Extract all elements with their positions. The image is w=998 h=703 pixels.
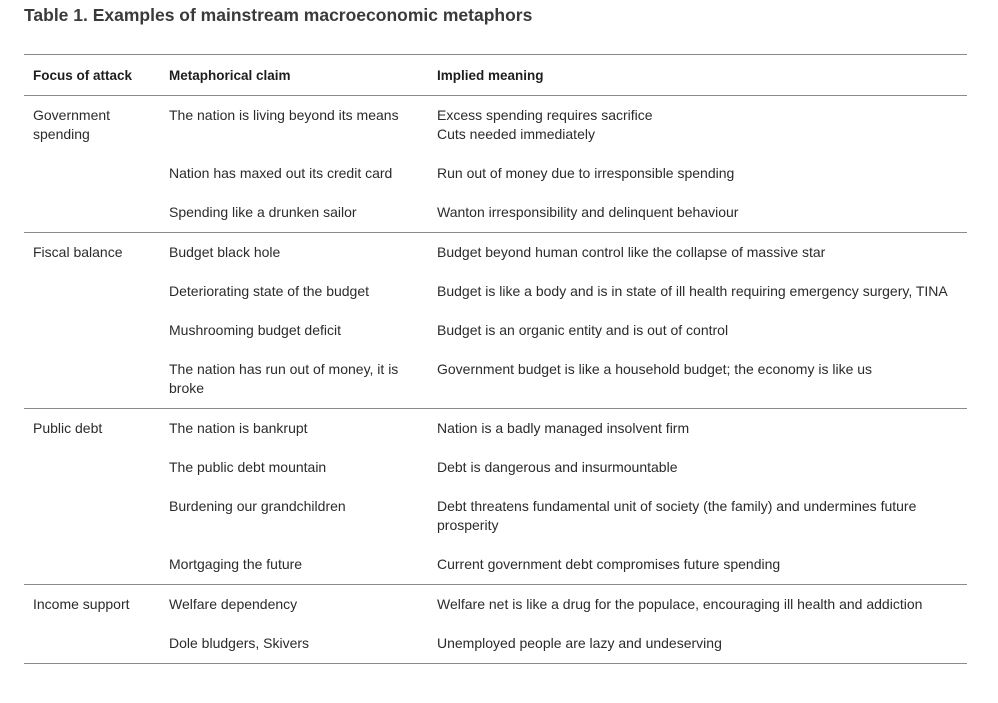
metaphorical-claim-cell: The nation is bankrupt <box>169 420 308 436</box>
focus-of-attack-cell: Income support <box>33 596 130 612</box>
metaphorical-claim-cell: Dole bludgers, Skivers <box>169 635 310 651</box>
table-row <box>169 595 967 614</box>
implied-meaning-cell <box>437 243 967 262</box>
table-row <box>169 243 967 262</box>
focus-of-attack-cell: Public debt <box>33 420 103 436</box>
table-row <box>169 360 967 398</box>
implied-meaning-line: Debt threatens fundamental unit of society (the family) and undermines future prosperity <box>437 498 917 533</box>
metaphorical-claim-cell: Nation has maxed out its credit card <box>169 165 393 181</box>
metaphorical-claim-cell: Welfare dependency <box>169 596 298 612</box>
implied-meaning-cell <box>437 634 967 653</box>
table-row <box>169 164 967 183</box>
header-implied-meaning: Implied meaning <box>437 67 544 83</box>
table-row <box>169 634 967 653</box>
implied-meaning-cell <box>437 360 967 398</box>
metaphorical-claim-cell: Mortgaging the future <box>169 556 303 572</box>
focus-of-attack-cell: Government spending <box>33 107 111 142</box>
implied-meaning-line: Nation is a badly managed insolvent firm <box>437 420 690 436</box>
table-header-row <box>24 55 967 96</box>
implied-meaning-line: Wanton irresponsibility and delinquent behaviour <box>437 204 739 220</box>
implied-meaning-cell <box>437 497 967 535</box>
metaphorical-claim-cell: Budget black hole <box>169 244 281 260</box>
metaphorical-claim-cell: Mushrooming budget deficit <box>169 322 341 338</box>
metaphorical-claim-cell: The nation has run out of money, it is broke <box>169 361 399 396</box>
table-row <box>169 106 967 144</box>
implied-meaning-cell <box>437 458 967 477</box>
table-row-group <box>24 96 967 233</box>
implied-meaning-line: Debt is dangerous and insurmountable <box>437 459 678 475</box>
table-title: Table 1. Examples of mainstream macroeconomic metaphors <box>24 5 533 25</box>
header-metaphorical-claim: Metaphorical claim <box>169 67 291 83</box>
implied-meaning-line: Budget is like a body and is in state of ill health requiring emergency surgery, TINA <box>437 283 948 299</box>
implied-meaning-line: Excess spending requires sacrifice <box>437 107 653 123</box>
implied-meaning-cell <box>437 419 967 438</box>
metaphorical-claim-cell: The public debt mountain <box>169 459 327 475</box>
group-rows <box>169 243 967 408</box>
implied-meaning-cell <box>437 555 967 574</box>
metaphors-table <box>24 54 967 664</box>
table-body <box>24 96 967 664</box>
metaphorical-claim-cell: Burdening our grandchildren <box>169 498 346 514</box>
implied-meaning-cell <box>437 203 967 222</box>
implied-meaning-line: Unemployed people are lazy and undeserving <box>437 635 722 651</box>
implied-meaning-line: Budget is an organic entity and is out of control <box>437 322 729 338</box>
table-row <box>169 203 967 222</box>
table-row-group <box>24 409 967 585</box>
table-row-group <box>24 233 967 409</box>
implied-meaning-line: Cuts needed immediately <box>437 126 595 142</box>
implied-meaning-line: Run out of money due to irresponsible spending <box>437 165 735 181</box>
implied-meaning-cell <box>437 282 967 301</box>
implied-meaning-cell <box>437 321 967 340</box>
group-rows <box>169 106 967 232</box>
implied-meaning-cell <box>437 164 967 183</box>
implied-meaning-line: Budget beyond human control like the collapse of massive star <box>437 244 826 260</box>
metaphorical-claim-cell: Spending like a drunken sailor <box>169 204 357 220</box>
group-rows <box>169 595 967 663</box>
metaphorical-claim-cell: The nation is living beyond its means <box>169 107 399 123</box>
table-row <box>169 458 967 477</box>
group-rows <box>169 419 967 584</box>
table-row <box>169 282 967 301</box>
implied-meaning-line: Welfare net is like a drug for the populace, encouraging ill health and addiction <box>437 596 923 612</box>
implied-meaning-cell <box>437 595 967 614</box>
metaphorical-claim-cell: Deteriorating state of the budget <box>169 283 370 299</box>
table-row <box>169 497 967 535</box>
table-row <box>169 555 967 574</box>
header-focus-of-attack: Focus of attack <box>33 67 133 83</box>
table-row <box>169 321 967 340</box>
table-row-group <box>24 585 967 664</box>
implied-meaning-line: Current government debt compromises future spending <box>437 556 781 572</box>
focus-of-attack-cell: Fiscal balance <box>33 244 123 260</box>
implied-meaning-cell <box>437 106 967 144</box>
implied-meaning-line: Government budget is like a household budget; the economy is like us <box>437 361 873 377</box>
table-row <box>169 419 967 438</box>
